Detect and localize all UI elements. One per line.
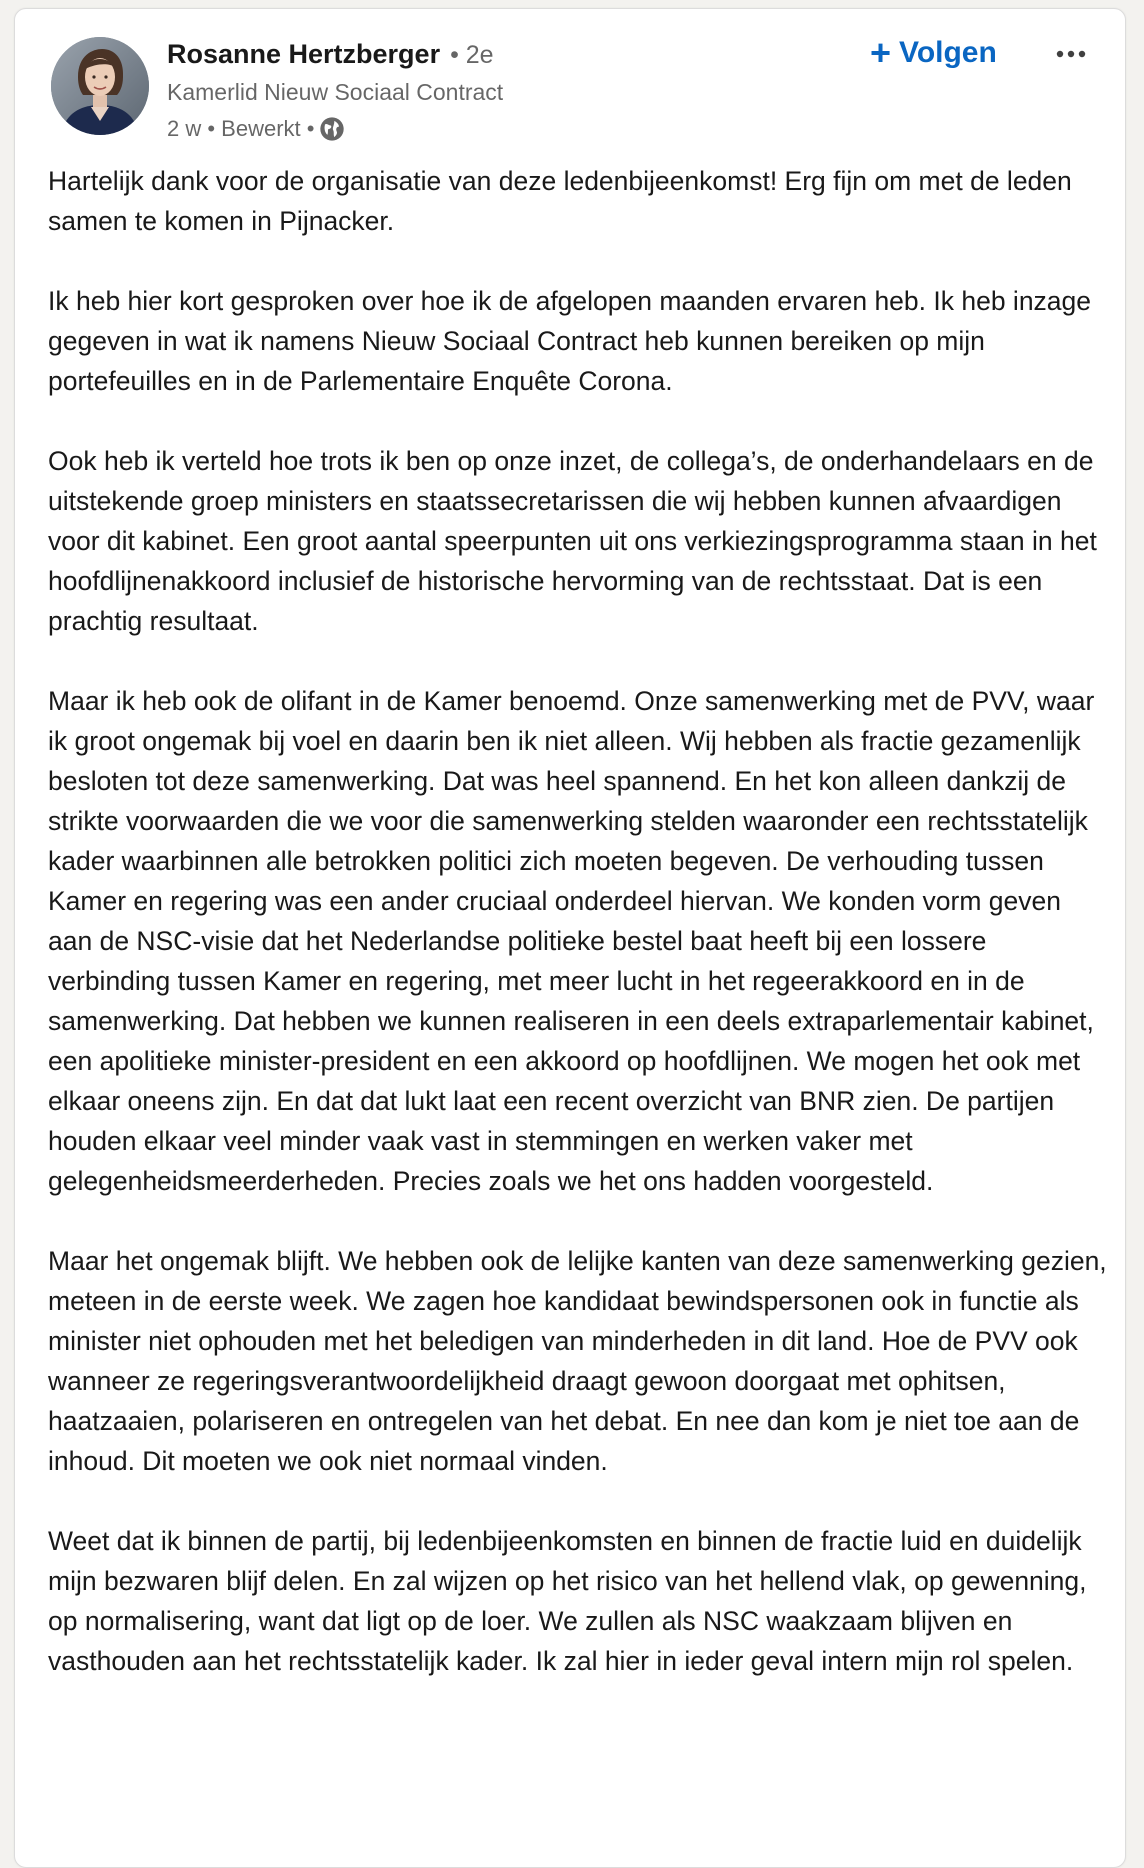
- post-paragraph: Ik heb hier kort gesproken over hoe ik de afgelopen maanden ervaren heb. Ik heb inzage gegeven in wat ik namens Nieuw Sociaal Contract heb kunnen bereiken op mijn portefeuilles en in de Parlementaire Enquête Corona.: [48, 286, 1092, 396]
- post-paragraph: Ook heb ik verteld hoe trots ik ben op onze inzet, de collega’s, de onderhandelaars en de uitstekende groep ministers en staatssecretarissen die wij hebben kunnen afvaardigen voor dit kabinet. Een groot aantal speerpunten uit ons verkiezingsprogramma staan in het hoofdlijnenakkoord inclusief de historische hervorming van de rechtsstaat. Dat is een prachtig resultaat.: [48, 446, 1097, 636]
- post-text: [48, 161, 1108, 1721]
- follow-button[interactable]: [870, 32, 997, 73]
- author-block: [167, 39, 503, 145]
- avatar-photo: [51, 37, 149, 135]
- more-options-button[interactable]: [1051, 39, 1091, 69]
- author-headline: Kamerlid Nieuw Sociaal Contract: [167, 79, 504, 105]
- more-horizontal-icon: [1055, 49, 1087, 59]
- author-name-line: [167, 39, 503, 73]
- post-header: [15, 9, 1125, 139]
- post-meta: [167, 113, 503, 145]
- globe-icon: [318, 115, 346, 143]
- post-paragraph: Maar het ongemak blijft. We hebben ook de lelijke kanten van deze samenwerking gezien, meteen in de eerste week. We zagen hoe kandidaat bewindspersonen ook in functie als minister niet ophouden met het beledigen van minderheden in dit land. Hoe de PVV ook wanneer ze regeringsverantwoordelijkheid draagt gewoon doorgaat met ophitsen, haatzaaien, polariseren en ontregelen van het debat. En nee dan kom je niet toe aan de inhoud. Dit moeten we ook niet normaal vinden.: [48, 1246, 1107, 1476]
- post-paragraph: Weet dat ik binnen de partij, bij ledenbijeenkomsten en binnen de fractie luid en duidelijk mijn bezwaren blijf delen. En zal wijzen op het risico van het hellend vlak, op gewenning, op normalisering, want dat ligt op de loer. We zullen als NSC waakzaam blijven en vasthouden aan het rechtsstatelijk kader. Ik zal hier in ieder geval intern mijn rol spelen.: [48, 1526, 1087, 1676]
- post-card: [14, 8, 1126, 1868]
- plus-icon: +: [870, 32, 892, 73]
- avatar[interactable]: [51, 37, 149, 135]
- post-paragraph: Hartelijk dank voor de organisatie van deze ledenbijeenkomst! Erg fijn om met de leden samen te komen in Pijnacker.: [48, 166, 1072, 236]
- follow-label: Volgen: [899, 36, 997, 69]
- post-timestamp: 2 w • Bewerkt •: [167, 116, 315, 141]
- author-name[interactable]: Rosanne Hertzberger: [167, 39, 441, 69]
- connection-degree: • 2e: [450, 41, 494, 69]
- post-paragraph: Maar ik heb ook de olifant in de Kamer benoemd. Onze samenwerking met de PVV, waar ik groot ongemak bij voel en daarin ben ik niet alleen. Wij hebben als fractie gezamenlijk besloten tot deze samenwerking. Dat was heel spannend. En het kon alleen dankzij de strikte voorwaarden die we voor die samenwerking stelden waaronder een rechtsstatelijk kader waarbinnen alle betrokken politici zich moeten begeven. De verhouding tussen Kamer en regering was een ander cruciaal onderdeel hiervan. We konden vorm geven aan de NSC-visie dat het Nederlandse politieke bestel baat heeft bij een lossere verbinding tussen Kamer en regering, met meer lucht in het regeerakkoord en in de samenwerking. Dat hebben we kunnen realiseren in een deels extraparlementair kabinet, een apolitieke minister-president en een akkoord op hoofdlijnen. We mogen het ook met elkaar oneens zijn. En dat dat lukt laat een recent overzicht van BNR zien. De partijen houden elkaar veel minder vaak vast in stemmingen en werken vaker met gelegenheidsmeerderheden. Precies zoals we het ons hadden voorgesteld.: [48, 686, 1095, 1196]
